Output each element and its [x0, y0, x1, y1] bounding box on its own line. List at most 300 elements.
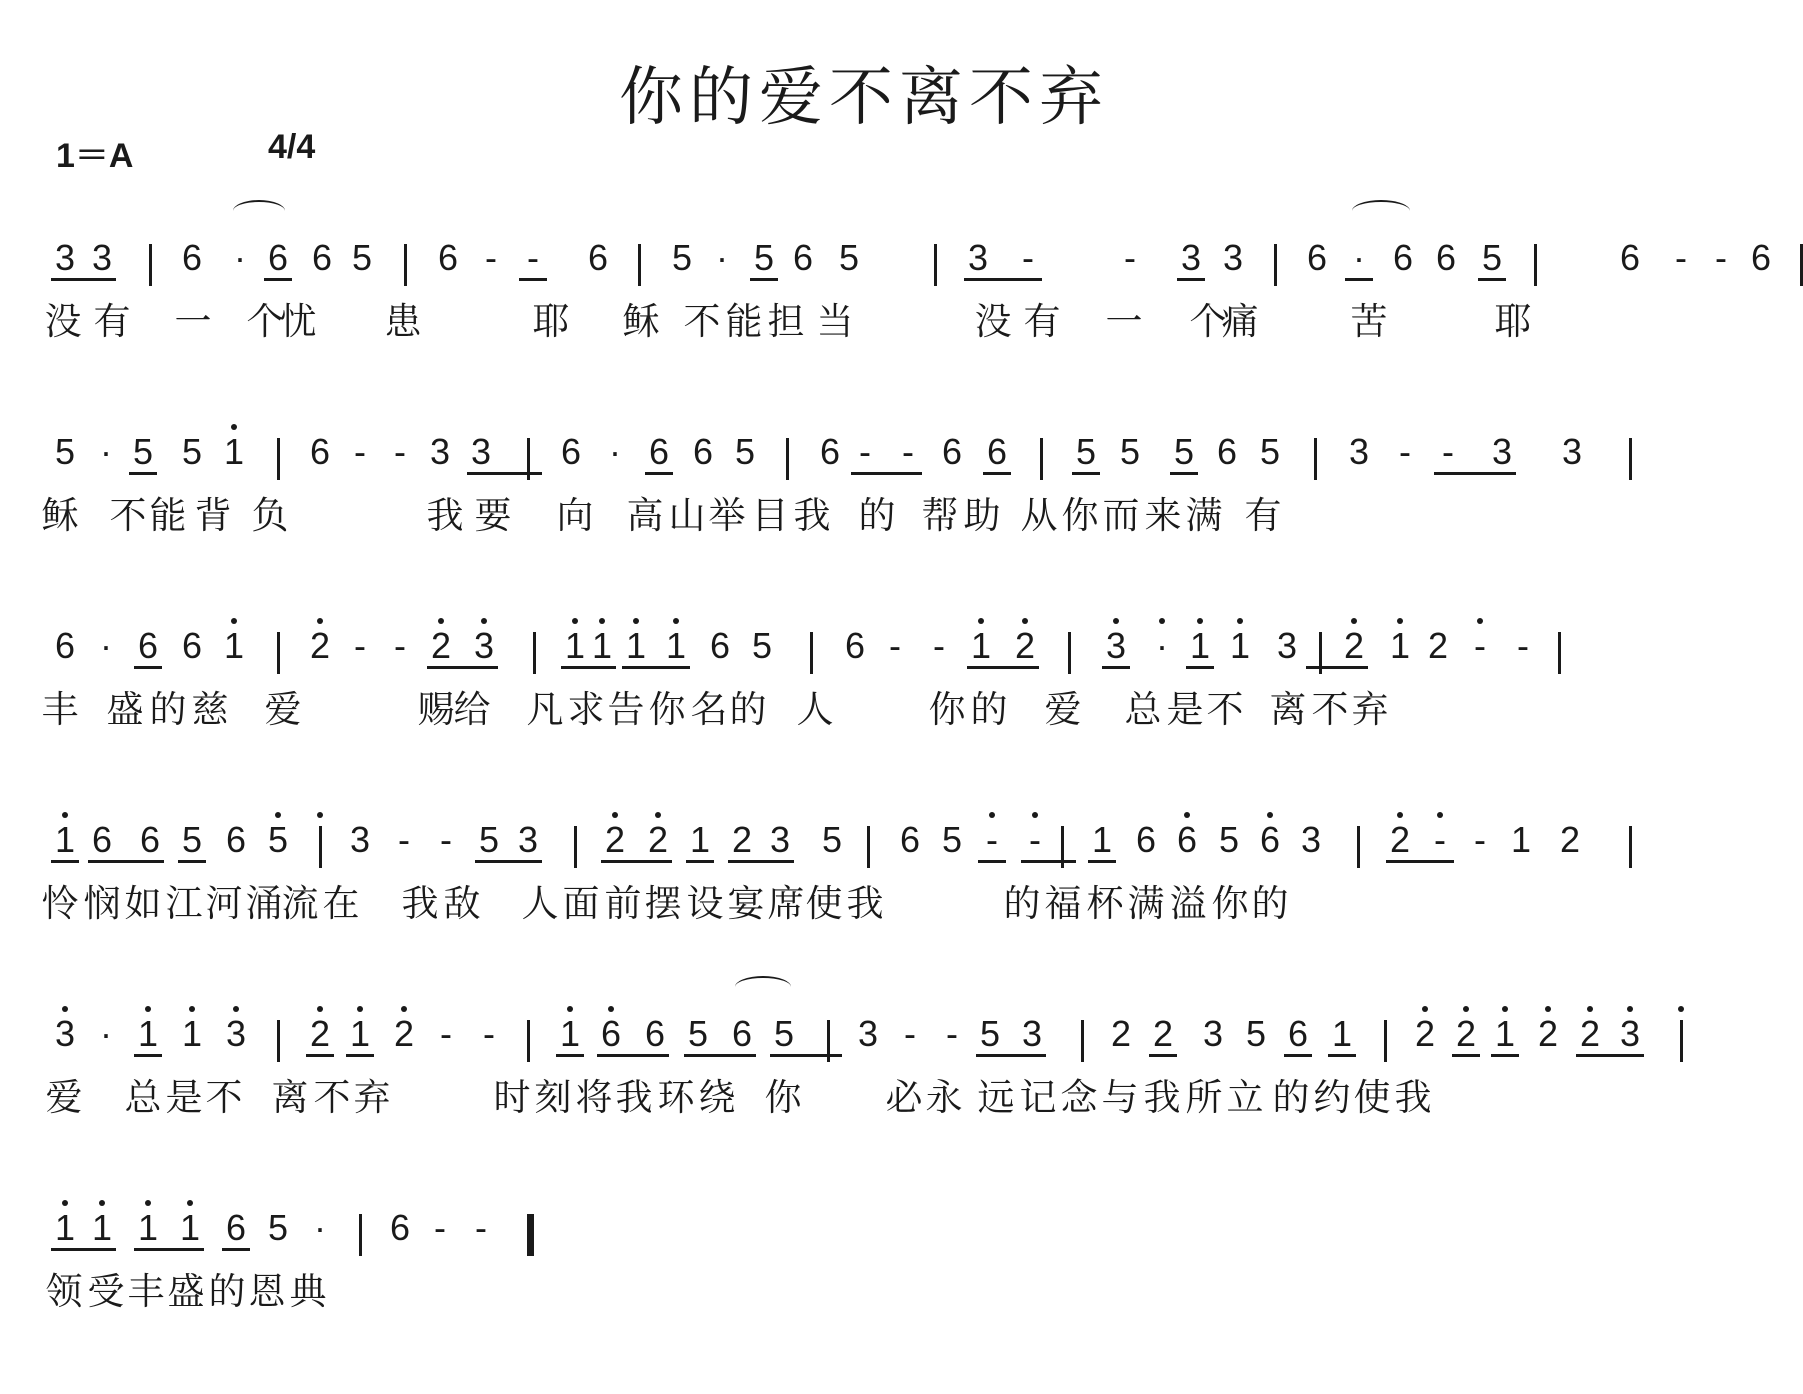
- beam-underline: [1102, 666, 1130, 669]
- note: 3: [1348, 431, 1370, 472]
- lyric-syllable: 人: [796, 688, 834, 731]
- octave-dot: [599, 618, 605, 624]
- dot: ·: [609, 431, 621, 472]
- octave-dot: [567, 1006, 573, 1012]
- note: 3: [517, 819, 539, 860]
- note: 5: [54, 431, 76, 472]
- lyric-syllable: 你: [648, 688, 686, 731]
- lyric-syllable: 的: [208, 1270, 246, 1313]
- note: 1: [54, 819, 76, 860]
- barline: [1274, 244, 1277, 286]
- note: 2: [1455, 1013, 1477, 1054]
- note: 2: [430, 625, 452, 666]
- lyric-syllable: 我: [401, 882, 439, 925]
- lyric-syllable: 受: [87, 1270, 125, 1313]
- beam-underline: [645, 472, 673, 475]
- lyric-syllable: 我: [1143, 1076, 1181, 1119]
- octave-dot: [145, 1006, 151, 1012]
- beam-underline: [851, 472, 922, 475]
- lyric-syllable: 你: [764, 1076, 802, 1119]
- lyric-syllable: 来: [1144, 494, 1182, 537]
- lyric-syllable: 不: [313, 1076, 351, 1119]
- note: 1: [1331, 1013, 1353, 1054]
- dot: ·: [100, 431, 112, 472]
- note: 2: [1110, 1013, 1132, 1054]
- note: 1: [1189, 625, 1211, 666]
- octave-dot: [572, 618, 578, 624]
- note: 3: [225, 1013, 247, 1054]
- lyric-syllable: 记: [1019, 1076, 1057, 1119]
- note: 3: [54, 1013, 76, 1054]
- octave-dot: [633, 618, 639, 624]
- note: 2: [1559, 819, 1581, 860]
- beam-underline: [1452, 1054, 1480, 1057]
- beam-underline: [264, 278, 292, 281]
- octave-dot: [978, 618, 984, 624]
- note: 3: [91, 237, 113, 278]
- beam-underline: [306, 1054, 334, 1057]
- note: 6: [1259, 819, 1281, 860]
- lyric-syllable: 有: [1023, 300, 1061, 343]
- octave-dot: [1032, 812, 1038, 818]
- lyric-syllable: 你: [928, 688, 966, 731]
- barline: [533, 632, 536, 674]
- note: 6: [309, 431, 331, 472]
- lyric-syllable: 要: [474, 494, 512, 537]
- dash: -: [1399, 431, 1411, 472]
- lyric-syllable: 有: [1244, 494, 1282, 537]
- note: 6: [941, 431, 963, 472]
- lyric-syllable: 满: [1127, 882, 1165, 925]
- note: 6: [225, 819, 247, 860]
- beam-underline: [976, 1054, 1046, 1057]
- octave-dot: [1545, 1006, 1551, 1012]
- note: 5: [671, 237, 693, 278]
- note: 2: [1389, 819, 1411, 860]
- lyric-syllable: 我: [426, 494, 464, 537]
- lyric-syllable: 助: [963, 494, 1001, 537]
- octave-dot: [62, 1006, 68, 1012]
- barline: [1629, 438, 1632, 480]
- lyric-syllable: 爱: [264, 688, 302, 731]
- lyric-syllable: 流: [281, 882, 319, 925]
- lyric-syllable: 面: [562, 882, 600, 925]
- octave-dot: [1422, 1006, 1428, 1012]
- octave-dot: [1678, 1006, 1684, 1012]
- lyric-syllable: 弃: [353, 1076, 391, 1119]
- beam-underline: [728, 860, 794, 863]
- lyric-syllable: 我: [793, 494, 831, 537]
- dash: -: [1474, 819, 1486, 860]
- slur: [1352, 200, 1410, 222]
- note: 1: [591, 625, 613, 666]
- octave-dot: [1237, 618, 1243, 624]
- octave-dot: [1267, 812, 1273, 818]
- note: 6: [792, 237, 814, 278]
- barline: [1357, 826, 1360, 868]
- lyric-syllable: 弃: [1351, 688, 1389, 731]
- lyric-syllable: 没: [44, 300, 82, 343]
- note: 6: [844, 625, 866, 666]
- barline: [527, 1020, 530, 1062]
- note: 6: [819, 431, 841, 472]
- note: 2: [393, 1013, 415, 1054]
- lyric-syllable: 举: [708, 494, 746, 537]
- beam-underline: [475, 860, 542, 863]
- note: 6: [1750, 237, 1772, 278]
- dash: -: [859, 431, 871, 472]
- note: 6: [1392, 237, 1414, 278]
- note: 6: [267, 237, 289, 278]
- note: 6: [91, 819, 113, 860]
- note: 2: [731, 819, 753, 860]
- octave-dot: [989, 812, 995, 818]
- note: 6: [389, 1207, 411, 1248]
- note: 1: [1091, 819, 1113, 860]
- lyric-syllable: 的: [970, 688, 1008, 731]
- note: 6: [648, 431, 670, 472]
- barline: [277, 438, 280, 480]
- octave-dot: [145, 1200, 151, 1206]
- barline: [359, 1214, 362, 1256]
- lyric-syllable: 将: [575, 1076, 613, 1119]
- octave-dot: [357, 1006, 363, 1012]
- page-title: 你的爱不离不弃: [619, 61, 1109, 135]
- dash: -: [475, 1207, 487, 1248]
- lyric-syllable: 的: [729, 688, 767, 731]
- note: 5: [1075, 431, 1097, 472]
- beam-underline: [129, 472, 157, 475]
- lyric-syllable: 一: [174, 300, 212, 343]
- final-barline: [527, 1214, 534, 1256]
- lyric-syllable: 爱: [45, 1076, 83, 1119]
- note: 3: [1561, 431, 1583, 472]
- beam-underline: [1149, 1054, 1177, 1057]
- note: 1: [181, 1013, 203, 1054]
- lyric-syllable: 苦: [1350, 300, 1388, 343]
- dash: -: [440, 1013, 452, 1054]
- beam-underline: [601, 860, 672, 863]
- lyric-syllable: 从: [1020, 494, 1058, 537]
- lyric-syllable: 不: [109, 494, 147, 537]
- lyric-syllable: 爱: [1044, 688, 1082, 731]
- lyric-syllable: 我: [1394, 1076, 1432, 1119]
- dash: -: [434, 1207, 446, 1248]
- lyric-syllable: 立: [1226, 1076, 1264, 1119]
- dash: -: [933, 625, 945, 666]
- octave-dot: [673, 618, 679, 624]
- dot: ·: [716, 237, 728, 278]
- octave-dot: [612, 812, 618, 818]
- note: 6: [1619, 237, 1641, 278]
- note: 6: [644, 1013, 666, 1054]
- note: 1: [137, 1207, 159, 1248]
- note: 1: [179, 1207, 201, 1248]
- barline: [1068, 632, 1071, 674]
- barline: [574, 826, 577, 868]
- lyric-syllable: 是: [1166, 688, 1204, 731]
- note: 5: [1481, 237, 1503, 278]
- note: 3: [967, 237, 989, 278]
- lyric-syllable: 有: [93, 300, 131, 343]
- note: 5: [773, 1013, 795, 1054]
- lyric-syllable: 丰: [41, 688, 79, 731]
- beam-underline: [1284, 1054, 1312, 1057]
- octave-dot: [1587, 1006, 1593, 1012]
- lyric-syllable: 是: [165, 1076, 203, 1119]
- note: 2: [1537, 1013, 1559, 1054]
- lyric-syllable: 你: [1211, 882, 1249, 925]
- lyric-syllable: 环: [657, 1076, 695, 1119]
- lyric-syllable: 求: [567, 688, 605, 731]
- lyric-syllable: 席: [767, 882, 805, 925]
- note: 6: [587, 237, 609, 278]
- beam-underline: [978, 860, 1006, 863]
- beam-underline: [222, 1248, 250, 1251]
- beam-underline: [1576, 1054, 1644, 1057]
- octave-dot: [231, 424, 237, 430]
- lyric-syllable: 痛: [1221, 300, 1259, 343]
- lyric-syllable: 在: [322, 882, 360, 925]
- dash: -: [527, 237, 539, 278]
- beam-underline: [1434, 472, 1516, 475]
- lyric-syllable: 离: [1269, 688, 1307, 731]
- lyric-syllable: 忧: [279, 300, 317, 343]
- note: 6: [311, 237, 333, 278]
- beam-underline: [561, 666, 616, 669]
- lyric-syllable: 丰: [127, 1270, 165, 1313]
- octave-dot: [275, 812, 281, 818]
- octave-dot: [1397, 618, 1403, 624]
- lyric-syllable: 你: [1061, 494, 1099, 537]
- beam-underline: [1345, 278, 1373, 281]
- lyric-syllable: 满: [1185, 494, 1223, 537]
- lyric-syllable: 前: [604, 882, 642, 925]
- lyric-syllable: 悯: [83, 882, 121, 925]
- octave-dot: [438, 618, 444, 624]
- note: 6: [225, 1207, 247, 1248]
- beam-underline: [346, 1054, 374, 1057]
- lyric-syllable: 负: [251, 494, 289, 537]
- lyric-syllable: 时: [493, 1076, 531, 1119]
- lyric-syllable: 河: [205, 882, 243, 925]
- octave-dot: [608, 1006, 614, 1012]
- note: 5: [1245, 1013, 1267, 1054]
- note: 6: [560, 431, 582, 472]
- lyric-syllable: 帮: [921, 494, 959, 537]
- lyric-syllable: 离: [271, 1076, 309, 1119]
- note: 3: [1276, 625, 1298, 666]
- note: 6: [54, 625, 76, 666]
- dash: -: [1124, 237, 1136, 278]
- lyric-syllable: 涌: [245, 882, 283, 925]
- barline: [810, 632, 813, 674]
- note: 5: [687, 1013, 709, 1054]
- beam-underline: [750, 278, 778, 281]
- beam-underline: [684, 1054, 756, 1057]
- lyric-syllable: 恩: [248, 1270, 286, 1313]
- lyric-syllable: 能: [149, 494, 187, 537]
- dash: -: [1675, 237, 1687, 278]
- note: 1: [137, 1013, 159, 1054]
- beam-underline: [770, 1054, 842, 1057]
- note: 1: [1510, 819, 1532, 860]
- lyric-syllable: 的: [1272, 1076, 1310, 1119]
- octave-dot: [1159, 618, 1165, 624]
- note: 6: [181, 625, 203, 666]
- dash: -: [1517, 625, 1529, 666]
- barline: [149, 244, 152, 286]
- beam-underline: [1177, 278, 1205, 281]
- note: 5: [838, 237, 860, 278]
- barline: [277, 1020, 280, 1062]
- beam-underline: [1186, 666, 1214, 669]
- note: 6: [437, 237, 459, 278]
- octave-dot: [655, 812, 661, 818]
- lyric-syllable: 一: [1105, 300, 1143, 343]
- beam-underline: [597, 1054, 669, 1057]
- dot: ·: [1353, 237, 1365, 278]
- dash: -: [394, 431, 406, 472]
- lyric-syllable: 念: [1060, 1076, 1098, 1119]
- note: 2: [1414, 1013, 1436, 1054]
- lyric-syllable: 的: [1251, 882, 1289, 925]
- note: 5: [1218, 819, 1240, 860]
- lyric-syllable: 不: [683, 300, 721, 343]
- time-signature: 4/4: [268, 128, 316, 166]
- note: 6: [709, 625, 731, 666]
- dash: -: [889, 625, 901, 666]
- note: 2: [1427, 625, 1449, 666]
- note: 5: [181, 819, 203, 860]
- dash: -: [394, 625, 406, 666]
- lyric-syllable: 我: [846, 882, 884, 925]
- note: 3: [473, 625, 495, 666]
- octave-dot: [1022, 618, 1028, 624]
- note: 3: [470, 431, 492, 472]
- lyric-syllable: 山: [668, 494, 706, 537]
- barline: [1558, 632, 1561, 674]
- barline: [1384, 1020, 1387, 1062]
- note: 2: [1343, 625, 1365, 666]
- octave-dot: [62, 812, 68, 818]
- note: 1: [665, 625, 687, 666]
- octave-dot: [481, 618, 487, 624]
- note: 6: [181, 237, 203, 278]
- note: 6: [899, 819, 921, 860]
- beam-underline: [983, 472, 1011, 475]
- slur: [735, 976, 791, 998]
- lyric-syllable: 必: [885, 1076, 923, 1119]
- note: 5: [734, 431, 756, 472]
- lyric-syllable: 的: [1003, 882, 1041, 925]
- lyric-syllable: 高: [626, 494, 664, 537]
- note: 5: [267, 819, 289, 860]
- lyric-syllable: 绕: [698, 1076, 736, 1119]
- lyric-syllable: 赐: [417, 688, 455, 731]
- note: 3: [1021, 1013, 1043, 1054]
- note: 1: [91, 1207, 113, 1248]
- note: 1: [1389, 625, 1411, 666]
- lyric-syllable: 告: [607, 688, 645, 731]
- lyric-syllable: 不: [1311, 688, 1349, 731]
- lyric-syllable: 凡: [526, 688, 564, 731]
- lyric-syllable: 盛: [167, 1270, 205, 1313]
- note: 1: [625, 625, 647, 666]
- note: 5: [821, 819, 843, 860]
- beam-underline: [1072, 472, 1100, 475]
- lyric-syllable: 宴: [727, 882, 765, 925]
- lyric-syllable: 与: [1101, 1076, 1139, 1119]
- barline: [1314, 438, 1317, 480]
- lyric-syllable: 人: [521, 882, 559, 925]
- octave-dot: [401, 1006, 407, 1012]
- octave-dot: [317, 1006, 323, 1012]
- lyric-syllable: 患: [384, 300, 422, 343]
- note: 1: [54, 1207, 76, 1248]
- beam-underline: [967, 666, 1039, 669]
- barline: [1040, 438, 1043, 480]
- lyric-syllable: 使: [1353, 1076, 1391, 1119]
- lyric-syllable: 而: [1102, 494, 1140, 537]
- beam-underline: [88, 860, 164, 863]
- dash: -: [1442, 431, 1454, 472]
- note: 5: [751, 625, 773, 666]
- barline: [1534, 244, 1537, 286]
- dash: -: [1715, 237, 1727, 278]
- dot: ·: [100, 625, 112, 666]
- note: 3: [1180, 237, 1202, 278]
- barline: [867, 826, 870, 868]
- note: 3: [349, 819, 371, 860]
- octave-dot: [1184, 812, 1190, 818]
- lyric-syllable: 当: [816, 300, 854, 343]
- octave-dot: [231, 618, 237, 624]
- lyric-syllable: 刻: [534, 1076, 572, 1119]
- beam-underline: [1021, 860, 1076, 863]
- lyric-syllable: 永: [925, 1076, 963, 1119]
- beam-underline: [519, 278, 547, 281]
- dash: -: [485, 237, 497, 278]
- lyric-syllable: 摆: [644, 882, 682, 925]
- lyric-syllable: 耶: [1494, 300, 1532, 343]
- note: 2: [1579, 1013, 1601, 1054]
- dash: -: [398, 819, 410, 860]
- note: 5: [267, 1207, 289, 1248]
- note: 3: [1105, 625, 1127, 666]
- lyric-syllable: 向: [556, 494, 594, 537]
- lyric-syllable: 的: [858, 494, 896, 537]
- note: 5: [979, 1013, 1001, 1054]
- lyric-syllable: 敌: [443, 882, 481, 925]
- dash: -: [904, 1013, 916, 1054]
- note: 1: [564, 625, 586, 666]
- note: 1: [1494, 1013, 1516, 1054]
- octave-dot: [1397, 812, 1403, 818]
- note: 6: [731, 1013, 753, 1054]
- lyric-syllable: 不: [1206, 688, 1244, 731]
- barline: [404, 244, 407, 286]
- octave-dot: [1197, 618, 1203, 624]
- dash: -: [440, 819, 452, 860]
- beam-underline: [51, 1248, 116, 1251]
- note: 6: [139, 819, 161, 860]
- dash: -: [354, 625, 366, 666]
- note: 6: [137, 625, 159, 666]
- note: 5: [351, 237, 373, 278]
- dash: -: [483, 1013, 495, 1054]
- barline: [277, 632, 280, 674]
